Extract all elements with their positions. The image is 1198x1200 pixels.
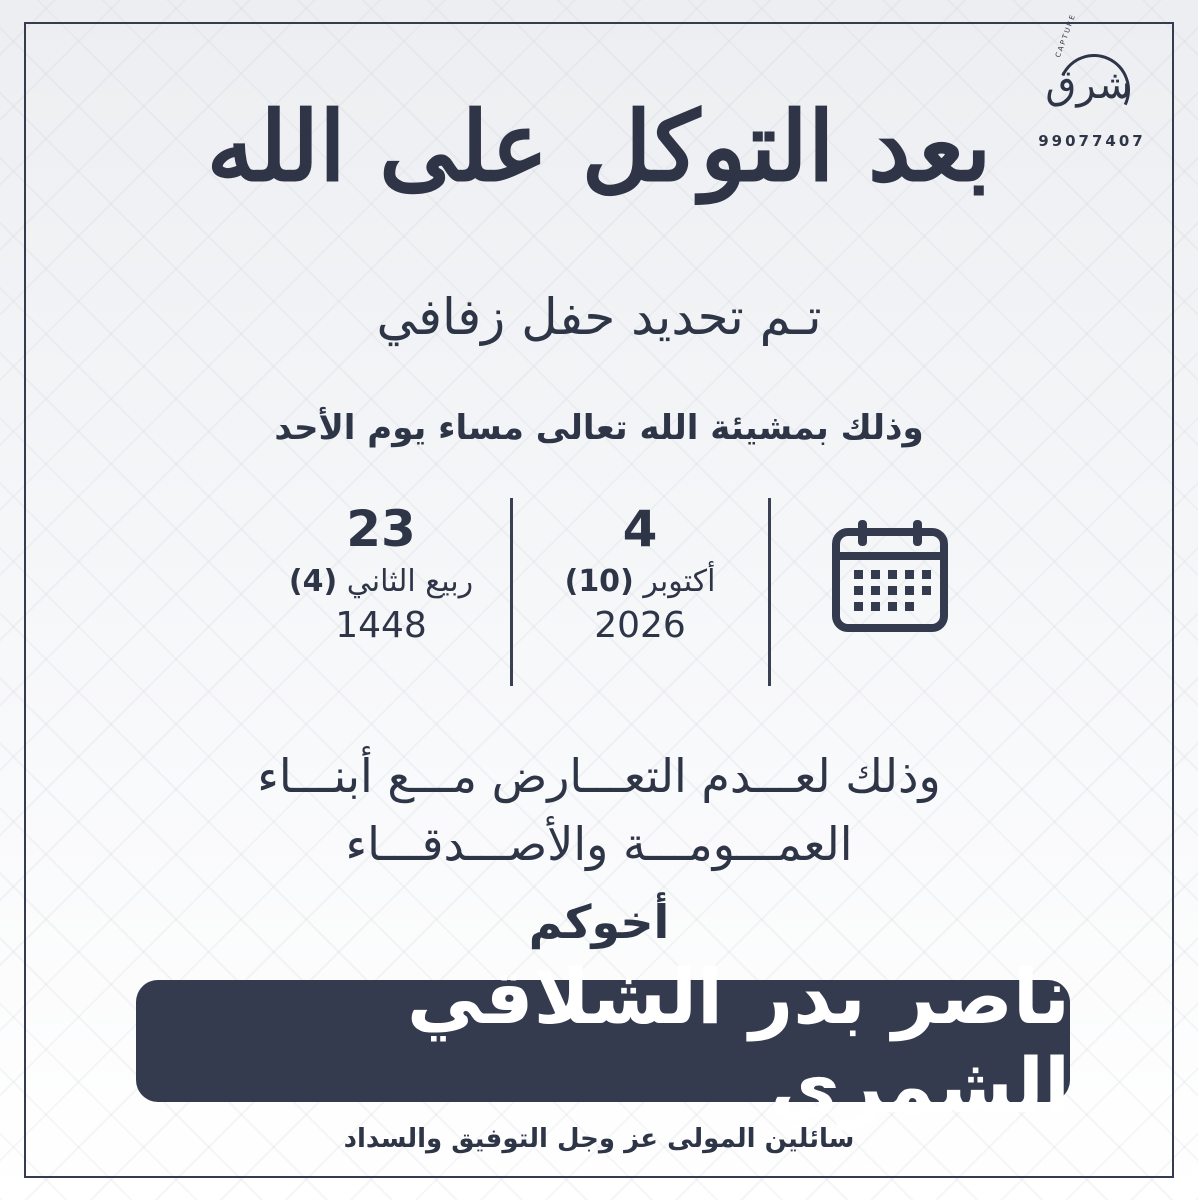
hijri-year: 1448 [335,604,427,646]
gregorian-month-name: أكتوبر [643,563,716,599]
date-divider-right [768,498,771,686]
gregorian-year: 2026 [594,604,686,646]
closing-prayer: سائلين المولى عز وجل التوفيق والسداد [343,1124,855,1154]
hijri-date [256,498,506,649]
hijri-month [256,561,506,603]
groom-name: ناصر بدر الشلاقي الشمري [406,952,1070,1130]
announcement-headline: تـم تحديد حفل زفافي [376,288,822,346]
name-banner [136,952,1070,1130]
logo-phone: 99077407 [1038,132,1146,150]
reason-note-line-1: وذلك لعـــدم التعـــارض مـــع أبنـــاء [257,749,941,803]
gregorian-month [515,561,765,603]
reason-note [0,742,1198,878]
reason-note-line-2: العمـــومـــة والأصـــدقـــاء [345,817,853,872]
calendar-icon [830,518,950,634]
date-divider-left [510,498,513,686]
hijri-month-name: ربيع الثاني [346,563,474,599]
gregorian-month-number: (10) [564,563,634,599]
calligraphy-heading: بعد التوكل على الله [206,90,992,203]
signature-label: أخوكم [528,895,670,949]
announcement-subline: وذلك بمشيئة الله تعالى مساء يوم الأحد [274,408,924,448]
logo-caption: CAPTURE [1054,12,1078,59]
hijri-day: 23 [346,500,416,558]
logo-glyph: شرق [1045,62,1132,108]
hijri-month-number: (4) [288,563,338,599]
gregorian-day: 4 [622,500,658,558]
gregorian-date [515,498,765,649]
date-section [0,498,1198,688]
